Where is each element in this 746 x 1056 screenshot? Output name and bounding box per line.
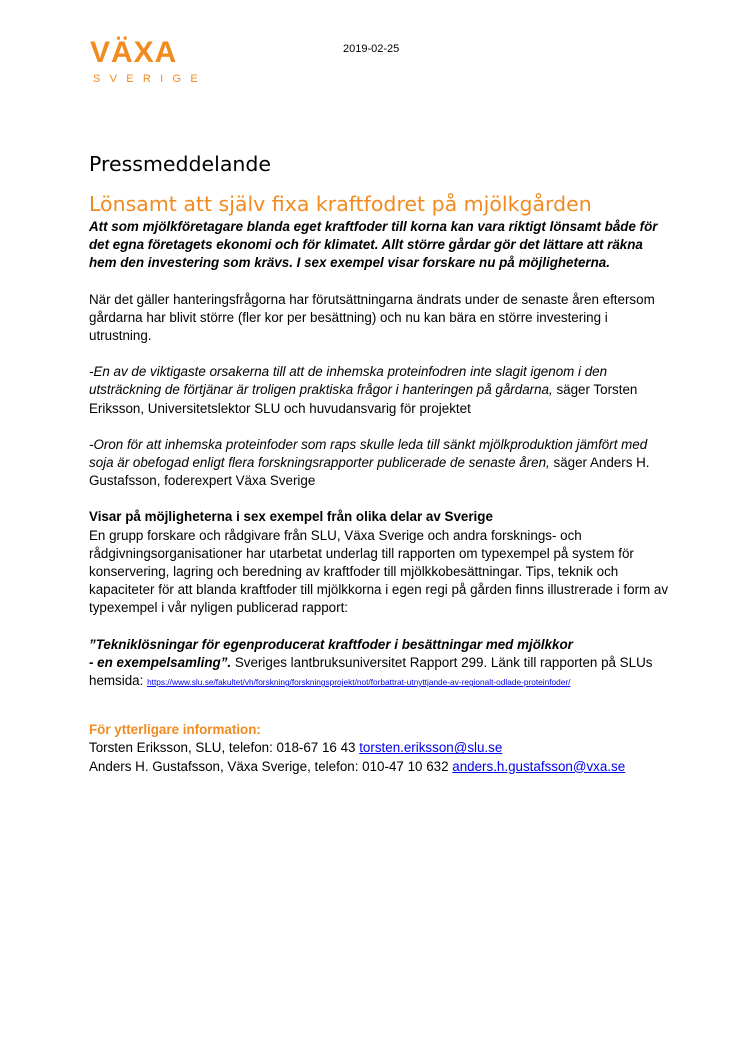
section-examples <box>89 508 669 617</box>
vaxa-sverige-logo <box>90 36 220 88</box>
contact-heading: För ytterligare information: <box>89 722 261 738</box>
paragraph-handling: När det gäller hanteringsfrågorna har förutsättningarna ändrats under de senaste åren eftersom gårdarna har blivit större (fler kor per besättning) och nu kan bära en större investering i utrustning. <box>89 291 655 344</box>
logo-subtext: SVERIGE <box>93 73 208 85</box>
email-link[interactable]: anders.h.gustafsson@vxa.se <box>452 758 626 774</box>
section-heading: Visar på möjligheterna i sex exempel från olika delar av Sverige <box>89 509 493 525</box>
report-title-line2: - en exempelsamling”. <box>89 654 232 670</box>
logo-graphic <box>90 36 220 88</box>
headline: Lönsamt att själv fixa kraftfodret på mjölkgården <box>89 192 592 216</box>
report-link[interactable]: https://www.slu.se/fakultet/vh/forskning/forskningsprojekt/not/forbattrat-utnyttjande-av-regionalt-odlade-proteinfoder/ <box>147 677 571 688</box>
quote-torsten <box>89 363 669 418</box>
quote-anders-text: -Oron för att inhemska proteinfoder som raps skulle leda till sänkt mjölkproduktion jämfört med soja är obefogad enligt flera forskningsrapporter publicerade de senaste åren, <box>89 436 648 471</box>
contact-text: Anders H. Gustafsson, Växa Sverige, telefon: 010-47 10 632 <box>89 758 453 774</box>
report-description: Sveriges lantbruksuniversitet Rapport 299. Länk till rapporten på SLUs hemsida: <box>89 654 653 689</box>
contact-text: Torsten Eriksson, SLU, telefon: 018-67 16 43 <box>89 740 360 756</box>
logo-wordmark: VÄXA <box>90 36 178 69</box>
email-link[interactable]: torsten.eriksson@slu.se <box>359 740 503 756</box>
quote-torsten-attribution: säger Torsten Eriksson, Universitetslektor SLU och huvudansvarig för projektet <box>89 382 638 416</box>
contact-section <box>89 721 669 776</box>
document-date: 2019-02-25 <box>343 43 400 55</box>
contact-row <box>89 758 669 776</box>
report-reference <box>89 636 669 692</box>
quote-torsten-text: -En av de viktigaste orsakerna till att de inhemska proteinfodren inte slagit igenom i den utsträckning de förtjänar är troligen praktiska frågor i hanteringen på gårdarna, <box>89 364 608 398</box>
press-release-body <box>89 150 669 776</box>
lead-paragraph: Att som mjölkföretagare blanda eget kraftfoder till korna kan vara riktigt lönsamt både för det egna företagets ekonomi och för klimatet. Allt större gårdar gör det lättare att räkna hem den investering som krävs. I sex exempel visar forskare nu på möjligheterna. <box>89 219 658 271</box>
section-body: En grupp forskare och rådgivare från SLU, Växa Sverige och andra forsknings- och rådgivningsorganisationer har utarbetat underlag till rapporten om typexempel på system för konservering, lagring och beredning av kraftfoder till mjölkkobesättningar. Tips, teknik och kapaciteter för att blanda kraftfoder till mjölkkorna i egen regi på gården finns illustrerade i form av typexempel i vår nyligen publicerad rapport: <box>89 527 669 616</box>
quote-anders <box>89 436 669 491</box>
quote-anders-attribution: säger Anders H. Gustafsson, foderexpert Växa Sverige <box>89 455 650 489</box>
report-title-line1: ”Tekniklösningar för egenproducerat kraftfoder i besättningar med mjölkkor <box>89 636 573 652</box>
document-type-title: Pressmeddelande <box>89 152 272 176</box>
contact-row <box>89 739 669 757</box>
